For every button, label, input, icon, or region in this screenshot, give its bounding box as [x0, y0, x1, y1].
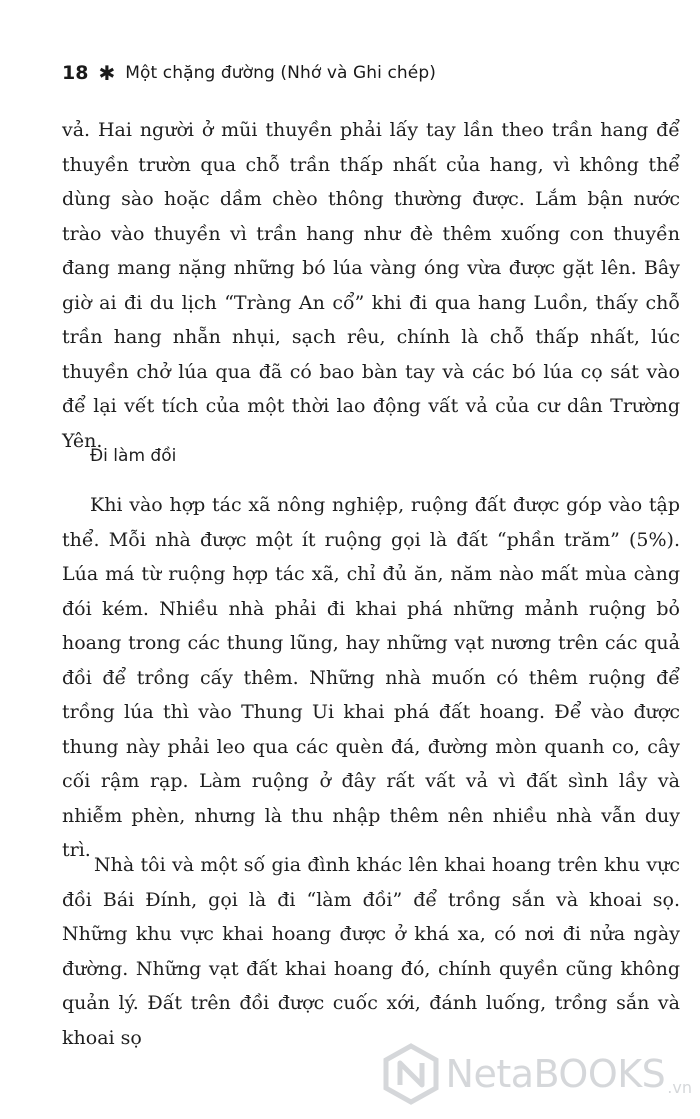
paragraph-continued: vả. Hai người ở mũi thuyền phải lấy tay lần theo trần hang để thuyền trườn qua chỗ trần thấp nhất của hang, vì không thể dùng sào hoặc dầm chèo thông thường được. Lắm bận nước trào vào thuyền vì trần hang như đè thêm xuống con thuyền đang mang nặng những bó lúa vàng óng vừa được gặt lên. Bây giờ ai đi du lịch “Tràng An cổ” khi đi qua hang Luồn, thấy chỗ trần hang nhẵn nhụi, sạch rêu, chính là chỗ thấp nhất, lúc thuyền chở lúa qua đã có bao bàn tay và các bó lúa cọ sát vào để lại vết tích của một thời lao động vất vả của cư dân Trường Yên. — [62, 119, 680, 452]
asterisk-icon: ✱ — [98, 61, 116, 85]
section-heading: Đi làm đồi — [90, 446, 177, 466]
paragraph: Nhà tôi và một số gia đình khác lên khai hoang trên khu vực đồi Bái Đính, gọi là đi “làm đồi” để trồng sắn và khoai sọ. Những khu vực khai hoang được ở khá xa, có nơi đi nửa ngày đường. Những vạt đất khai hoang đó, chính quyền cũng không quản lý. Đất trên đồi được cuốc xới, đánh luống, trồng sắn và khoai sọ — [62, 854, 680, 1049]
watermark-suffix: .vn — [667, 1078, 692, 1097]
book-title: Một chặng đường (Nhớ và Ghi chép) — [125, 63, 436, 83]
netabooks-logo-icon — [380, 1043, 442, 1105]
paragraph: Khi vào hợp tác xã nông nghiệp, ruộng đất được góp vào tập thể. Mỗi nhà được một ít ruộng gọi là đất “phần trăm” (5%). Lúa má từ ruộng hợp tác xã, chỉ đủ ăn, năm nào mất mùa càng đói kém. Nhiều nhà phải đi khai phá những mảnh ruộng bỏ hoang trong các thung lũng, hay những vạt nương trên các quả đồi để trồng cấy thêm. Những nhà muốn có thêm ruộng để trồng lúa thì vào Thung Ui khai phá đất hoang. Để vào được thung này phải leo qua các quèn đá, đường mòn quanh co, cây cối rậm rạp. Làm ruộng ở đây rất vất vả vì đất sình lầy và nhiễm phèn, nhưng là thu nhập thêm nên nhiều nhà vẫn duy trì. — [62, 494, 680, 861]
netabooks-watermark — [380, 1043, 692, 1105]
page-number: 18 — [62, 62, 89, 84]
running-header — [62, 58, 436, 88]
watermark-brand: NetaBOOKS — [445, 1052, 666, 1096]
